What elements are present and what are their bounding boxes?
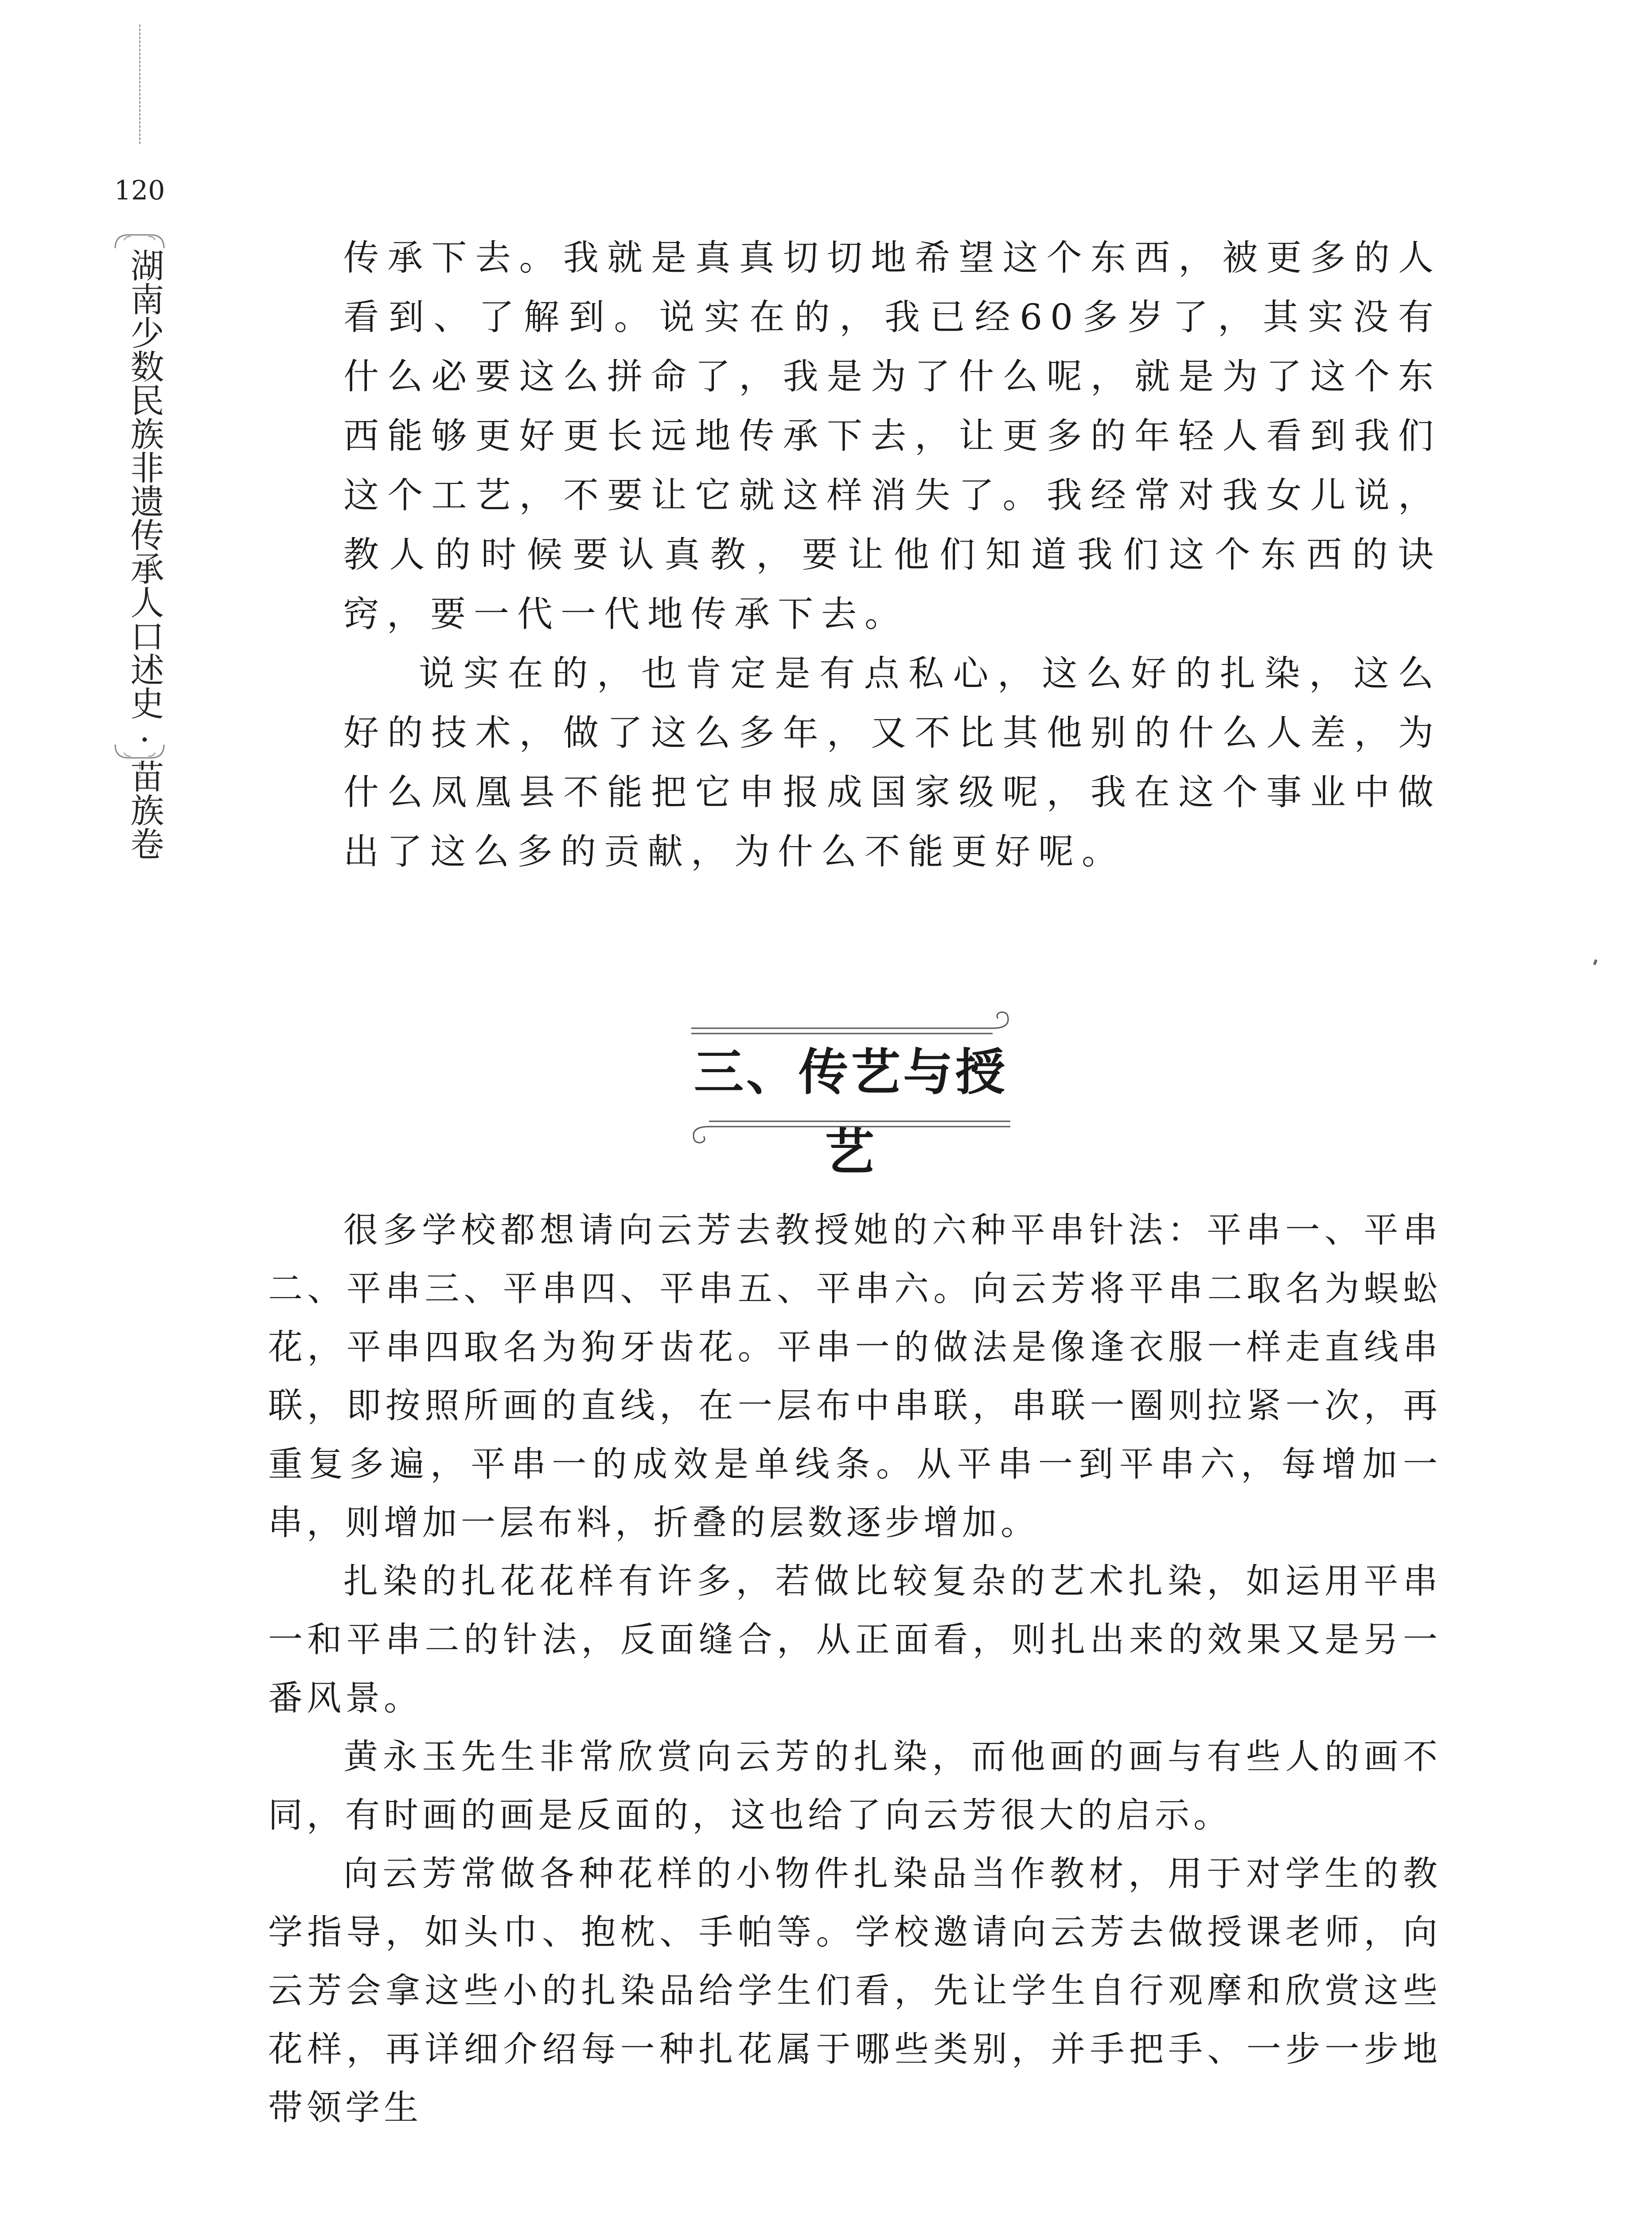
rail-divider-bottom xyxy=(139,762,140,782)
body-paragraph: 黄永玉先生非常欣赏向云芳的扎染，而他画的画与有些人的画不同，有时画的画是反面的，这也给了向云芳很大的启示。 xyxy=(268,1737,1442,1835)
section-heading: 三、传艺与授艺 xyxy=(694,1044,1008,1181)
rail-divider-top xyxy=(139,24,140,144)
body-block xyxy=(268,1201,1442,2137)
running-title: 湖南少数民族非遗传承人口述史·苗族卷 xyxy=(125,248,164,860)
quote-block xyxy=(343,228,1442,882)
body-paragraph: 向云芳常做各种花样的小物件扎染品当作教材，用于对学生的教学指导，如头巾、抱枕、手帕等。学校邀请向云芳去做授课老师，向云芳会拿这些小的扎染品给学生们看，先让学生自行观摩和欣赏这些花样，再详细介绍每一种扎花属于哪些类别，并手把手、一步一步地带领学生 xyxy=(268,1854,1442,2128)
print-speck xyxy=(1593,959,1597,965)
body-paragraph: 扎染的扎花花样有许多，若做比较复杂的艺术扎染，如运用平串一和平串二的针法，反面缝合，从正面看，则扎出来的效果又是另一番风景。 xyxy=(268,1561,1442,1718)
body-paragraph: 很多学校都想请向云芳去教授她的六种平串针法：平串一、平串二、平串三、平串四、平串五、平串六。向云芳将平串二取名为蜈蚣花，平串四取名为狗牙齿花。平串一的做法是像逢衣服一样走直线串联，即按照所画的直线，在一层布中串联，串联一圈则拉紧一次，再重复多遍，平串一的成效是单线条。从平串一到平串六，每增加一串，则增加一层布料，折叠的层数逐步增加。 xyxy=(268,1210,1442,1543)
page-number: 120 xyxy=(114,175,165,206)
quote-paragraph: 传承下去。我就是真真切切地希望这个东西，被更多的人看到、了解到。说实在的，我已经60多岁了，其实没有什么必要这么拼命了，我是为了什么呢，就是为了这个东西能够更好更长远地传承下去，让更多的年轻人看到我们这个工艺，不要让它就这样消失了。我经常对我女儿说，教人的时候要认真教，要让他们知道我们这个东西的诀窍，要一代一代地传承下去。 xyxy=(343,237,1442,635)
quote-paragraph: 说实在的，也肯定是有点私心，这么好的扎染，这么好的技术，做了这么多年，又不比其他别的什么人差，为什么凤凰县不能把它申报成国家级呢，我在这个事业中做出了这么多的贡献，为什么不能更好呢。 xyxy=(343,653,1442,872)
